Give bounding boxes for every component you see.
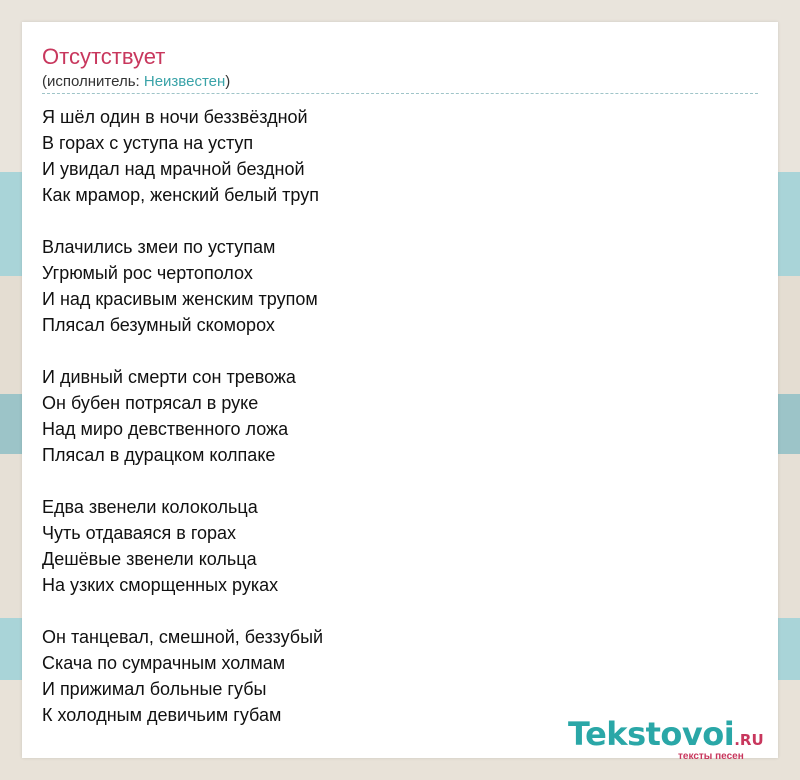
stanza — [42, 624, 323, 728]
lyric-line: На узких сморщенных руках — [42, 575, 279, 595]
artist-suffix: ) — [225, 73, 231, 90]
logo-name: Tekstovoi — [568, 715, 735, 753]
stanza — [42, 234, 323, 338]
site-logo[interactable] — [568, 716, 778, 760]
stanza — [42, 364, 323, 468]
lyric-line: Плясал в дурацком колпаке — [42, 445, 276, 465]
lyric-line: Скача по сумрачным холмам — [42, 653, 286, 673]
lyric-line: К холодным девичьим губам — [42, 705, 282, 725]
lyric-line: Над миро девственного ложа — [42, 419, 289, 439]
lyric-line: И над красивым женским трупом — [42, 289, 318, 309]
lyric-line: Я шёл один в ночи беззвёздной — [42, 107, 308, 127]
lyric-line: Едва звенели колокольца — [42, 497, 258, 517]
divider — [42, 93, 758, 94]
lyric-line: И увидал над мрачной бездной — [42, 159, 305, 179]
lyric-line: И прижимал больные губы — [42, 679, 267, 699]
lyric-line: Плясал безумный скоморох — [42, 315, 275, 335]
lyric-line: Угрюмый рос чертополох — [42, 263, 253, 283]
lyric-line: Он танцевал, смешной, беззубый — [42, 627, 324, 647]
artist-prefix: (исполнитель: — [42, 73, 144, 90]
lyric-line: Он бубен потрясал в руке — [42, 393, 259, 413]
artist-line — [42, 73, 230, 91]
lyric-line: Влачились змеи по уступам — [42, 237, 276, 257]
stanza — [42, 104, 323, 208]
lyric-line: В горах с уступа на уступ — [42, 133, 254, 153]
lyrics-body — [42, 104, 323, 728]
lyric-line: И дивный смерти сон тревожа — [42, 367, 296, 387]
artist-link[interactable]: Неизвестен — [143, 73, 226, 90]
logo-tld: .RU — [734, 731, 764, 749]
lyric-line: Чуть отдаваяся в горах — [42, 523, 237, 543]
lyric-line: Дешёвые звенели кольца — [42, 549, 257, 569]
stanza — [42, 494, 323, 598]
logo-tagline: тексты песен — [678, 751, 744, 762]
lyrics-card — [22, 22, 778, 762]
lyric-line: Как мрамор, женский белый труп — [42, 185, 319, 205]
song-title: Отсутствует — [42, 44, 166, 69]
